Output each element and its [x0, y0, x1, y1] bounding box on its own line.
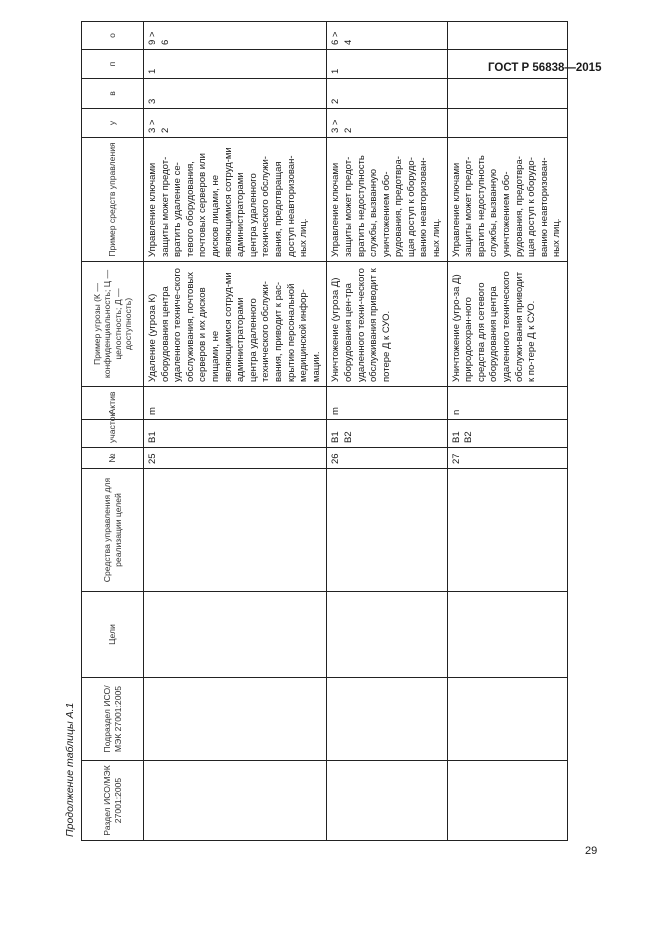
- cell-goals: [144, 592, 327, 678]
- cell-p: 1: [144, 50, 327, 79]
- cell-subsection: [144, 678, 327, 761]
- col-header-number: №: [82, 448, 144, 469]
- table-caption: Продолжение таблицы А.1: [64, 702, 76, 837]
- cell-p: 1: [327, 50, 447, 79]
- cell-goals: [327, 592, 447, 678]
- col-header-u: у: [82, 109, 144, 138]
- cell-controls-for-goals: [144, 469, 327, 592]
- col-header-p: п: [82, 50, 144, 79]
- cell-v: 3: [144, 79, 327, 109]
- cell-number: 27: [447, 448, 567, 469]
- cell-site: В1 В2: [327, 420, 447, 448]
- col-header-threat: Пример угрозы (К — конфиденциальность; Ц — целостность; Д — доступность): [82, 262, 144, 387]
- cell-site: В1: [144, 420, 327, 448]
- cell-p: [447, 50, 567, 79]
- cell-o: 9 > 6: [144, 22, 327, 50]
- cell-threat: Удаление (угроза К) оборудования центра удаленного техниче-ского обслуживания, почтовых серверов и их дисков пищами, не являющимися сотруд-ми администраторами центра удаленного технического обслужи-вания, приводит к рас-крытию персональной медицинской инфор-мации.: [144, 262, 327, 387]
- cell-v: 2: [327, 79, 447, 109]
- data-table: [81, 21, 568, 841]
- cell-controls-for-goals: [447, 469, 567, 592]
- col-header-goals: Цели: [82, 592, 144, 678]
- cell-u: 3 > 2: [327, 109, 447, 138]
- cell-asset: m: [327, 387, 447, 420]
- cell-control: Управление ключами защиты может предот-вратить недоступность службы, вызванную уничтожением обо-рудования, предотвра-щая доступ к оборудо-ванию неавторизован-ных лиц.: [447, 138, 567, 262]
- cell-section: [144, 761, 327, 841]
- cell-number: 25: [144, 448, 327, 469]
- table-row: [327, 22, 447, 841]
- col-header-control-example: Пример средств управления: [82, 138, 144, 262]
- cell-subsection: [327, 678, 447, 761]
- standard-header: ГОСТ Р 56838—2015: [488, 62, 602, 74]
- cell-controls-for-goals: [327, 469, 447, 592]
- cell-asset: n: [447, 387, 567, 420]
- cell-threat: Уничтожение (угроза Д) оборудования цен-тра удаленного техни-ческого обслуживания приводит к потере Д к СУО.: [327, 262, 447, 387]
- col-header-o: о: [82, 22, 144, 50]
- cell-asset: m: [144, 387, 327, 420]
- col-header-controls-for-goals: Средства управления для реализации целей: [82, 469, 144, 592]
- cell-subsection: [447, 678, 567, 761]
- cell-goals: [447, 592, 567, 678]
- cell-u: 3 > 2: [144, 109, 327, 138]
- cell-site: В1 В2: [447, 420, 567, 448]
- cell-control: Управление ключами защиты может предот-вратить недоступность службы, вызванную уничтожением обо-рудования, предотвра-щая доступ к оборудо-ванию неавторизован-ных лиц.: [327, 138, 447, 262]
- col-header-section: Раздел ИСО/МЭК 27001:2005: [82, 761, 144, 841]
- cell-control: Управление ключами защиты может предот-вратить удаление се-тевого оборудования, почтовых серверов или дисков лицами, не являющимися сотруд-ми администраторами центра удаленного технического обслужи-вания, предотвращая доступ неавторизован-ных лиц.: [144, 138, 327, 262]
- cell-section: [327, 761, 447, 841]
- cell-o: [447, 22, 567, 50]
- page-number: 29: [585, 845, 598, 857]
- table-row: [447, 22, 567, 841]
- cell-o: 6 > 4: [327, 22, 447, 50]
- cell-threat: Уничтожение (угро-за Д) природоохран-ного средства для сетевого оборудования центра удаленного технического обслужи-вания приводит к по-тере Д к СУО.: [447, 262, 567, 387]
- header-row: [82, 22, 144, 841]
- col-header-site: участок: [82, 420, 144, 448]
- cell-u: [447, 109, 567, 138]
- col-header-v: в: [82, 79, 144, 109]
- cell-v: [447, 79, 567, 109]
- col-header-subsection: Подраздел ИСО/МЭК 27001:2005: [82, 678, 144, 761]
- cell-section: [447, 761, 567, 841]
- col-header-asset: Актив: [82, 387, 144, 420]
- cell-number: 26: [327, 448, 447, 469]
- table-row: [144, 22, 327, 841]
